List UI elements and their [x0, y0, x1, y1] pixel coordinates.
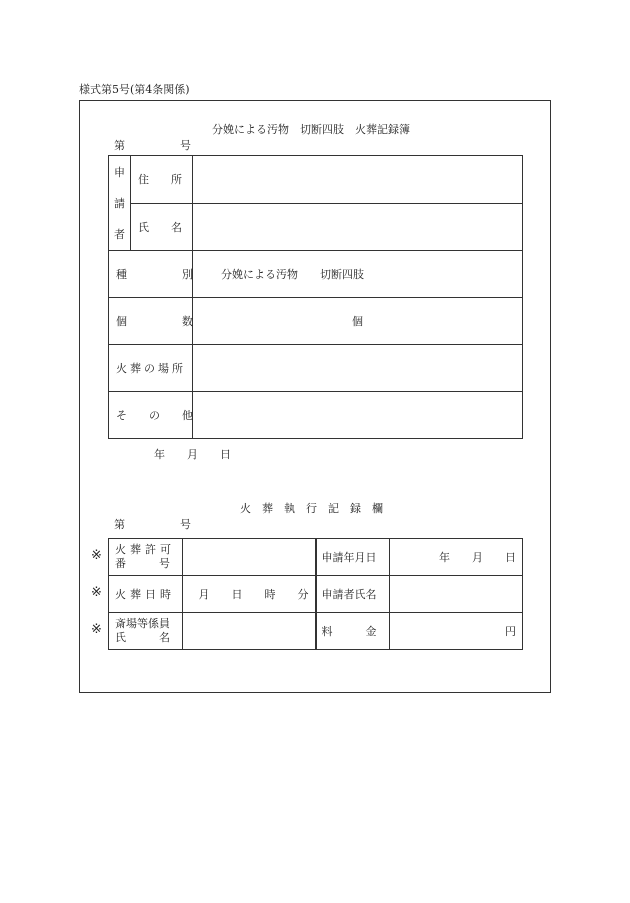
cremation-datetime-field[interactable]: [183, 576, 316, 613]
apply-date-label-cell: [316, 539, 390, 576]
register-title: 分娩による汚物 切断四肢 火葬記録簿: [212, 123, 410, 136]
permit-label-bottom: 番 号: [115, 557, 170, 570]
place-label-cell: [109, 345, 193, 392]
other-field[interactable]: [193, 392, 523, 439]
permit-label-cell: [109, 539, 183, 576]
applicant-label-char: 請: [114, 196, 125, 210]
address-label: 住 所: [138, 173, 182, 187]
other-label-cell: [109, 392, 193, 439]
type-label: 種 別: [116, 268, 193, 281]
form-number-label: 様式第5号(第4条関係): [79, 83, 190, 96]
applicant-label-char: 申: [114, 165, 125, 179]
apply-date-value: 年 月 日: [439, 551, 516, 564]
applicant-name-field[interactable]: [390, 576, 523, 613]
count-label: 個 数: [116, 315, 193, 328]
name-label-cell: [131, 203, 193, 251]
type-value: 分娩による汚物 切断四肢: [221, 268, 364, 281]
address-field[interactable]: [193, 156, 523, 204]
permit-number-field[interactable]: [183, 539, 316, 576]
apply-date-label: 申請年月日: [321, 551, 377, 564]
execution-number-line: 第 号: [114, 518, 191, 531]
fee-field[interactable]: [390, 613, 523, 650]
cremation-datetime-label-cell: [109, 576, 183, 613]
type-field[interactable]: [193, 251, 523, 298]
applicant-label-cell: [109, 156, 131, 251]
staff-label-bottom: 氏 名: [115, 631, 170, 644]
applicant-label-char: 者: [114, 228, 125, 242]
fee-unit: 円: [505, 625, 516, 638]
staff-label-cell: [109, 613, 183, 650]
note-mark: ※: [91, 622, 102, 637]
execution-title: 火 葬 執 行 記 録 欄: [240, 502, 383, 515]
note-mark: ※: [91, 548, 102, 563]
address-label-cell: [131, 156, 193, 204]
count-label-cell: [109, 298, 193, 345]
count-unit: 個: [352, 315, 363, 328]
register-date-line: 年 月 日: [154, 448, 231, 461]
applicant-name-label-cell: [316, 576, 390, 613]
fee-label: 料 金: [321, 625, 377, 638]
cremation-datetime-label: 火葬日時: [115, 588, 175, 601]
count-field[interactable]: [193, 298, 523, 345]
execution-table: [108, 538, 523, 650]
register-table: [108, 155, 523, 439]
place-label: 火葬の場所: [116, 362, 186, 375]
staff-name-field[interactable]: [183, 613, 316, 650]
apply-date-field[interactable]: [390, 539, 523, 576]
cremation-datetime-value: 月 日 時 分: [198, 588, 309, 601]
type-label-cell: [109, 251, 193, 298]
note-mark: ※: [91, 585, 102, 600]
staff-label-top: 斎場等係員: [115, 617, 170, 630]
register-number-line: 第 号: [114, 139, 191, 152]
permit-label-top: 火葬許可: [115, 543, 175, 556]
other-label: そ の 他: [116, 409, 193, 422]
name-field[interactable]: [193, 203, 523, 251]
fee-label-cell: [316, 613, 390, 650]
applicant-name-label: 申請者氏名: [321, 588, 377, 601]
place-field[interactable]: [193, 345, 523, 392]
name-label: 氏 名: [138, 220, 182, 234]
